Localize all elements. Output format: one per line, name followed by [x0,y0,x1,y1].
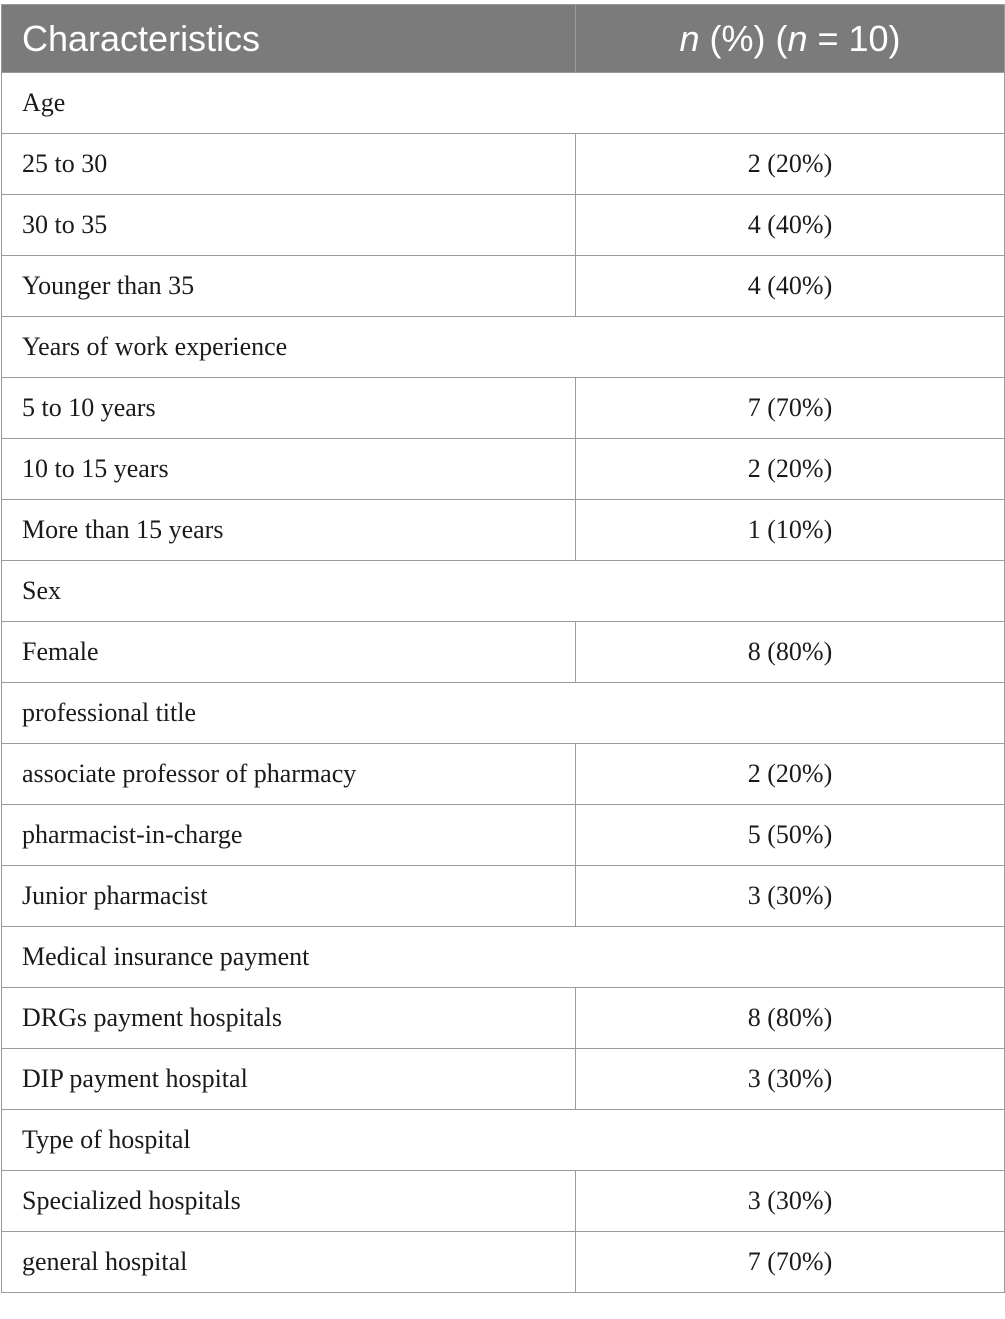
row-value: 7 (70%) [576,378,1005,439]
row-label: Specialized hospitals [2,1171,576,1232]
table-row [2,378,1005,439]
table-row [2,134,1005,195]
row-label: More than 15 years [2,500,576,561]
section-row-age [2,73,1005,134]
table-header [2,5,1005,73]
table-row [2,622,1005,683]
section-title: professional title [2,683,1005,744]
table-row [2,805,1005,866]
row-label: Junior pharmacist [2,866,576,927]
section-row-hospital-type [2,1110,1005,1171]
row-label: associate professor of pharmacy [2,744,576,805]
table-row [2,256,1005,317]
characteristics-table-container [1,4,1004,1293]
section-title: Type of hospital [2,1110,1005,1171]
row-value: 5 (50%) [576,805,1005,866]
header-row [2,5,1005,73]
row-value: 2 (20%) [576,744,1005,805]
row-value: 2 (20%) [576,439,1005,500]
row-label: 5 to 10 years [2,378,576,439]
row-value: 2 (20%) [576,134,1005,195]
table-row [2,866,1005,927]
table-row [2,195,1005,256]
row-label: DIP payment hospital [2,1049,576,1110]
header-n-symbol-2: n [787,17,808,59]
row-label: DRGs payment hospitals [2,988,576,1049]
section-title: Age [2,73,1005,134]
row-value: 8 (80%) [576,622,1005,683]
header-percent-text: (%) ( [699,17,788,59]
header-count-text: = 10) [807,17,901,59]
row-label: 10 to 15 years [2,439,576,500]
section-title: Medical insurance payment [2,927,1005,988]
row-label: 25 to 30 [2,134,576,195]
section-title: Years of work experience [2,317,1005,378]
row-value: 3 (30%) [576,1049,1005,1110]
row-value: 4 (40%) [576,195,1005,256]
row-label: Female [2,622,576,683]
table-body [2,73,1005,1293]
table-row [2,1049,1005,1110]
row-value: 8 (80%) [576,988,1005,1049]
row-value: 3 (30%) [576,1171,1005,1232]
section-row-sex [2,561,1005,622]
row-value: 7 (70%) [576,1232,1005,1293]
header-n-symbol: n [679,17,700,59]
header-characteristics: Characteristics [2,5,576,73]
row-label: general hospital [2,1232,576,1293]
section-row-professional-title [2,683,1005,744]
header-n-percent [576,5,1005,73]
table-row [2,744,1005,805]
section-title: Sex [2,561,1005,622]
section-row-work-experience [2,317,1005,378]
table-row [2,1171,1005,1232]
section-row-insurance-payment [2,927,1005,988]
table-row [2,439,1005,500]
characteristics-table [1,4,1005,1293]
table-row [2,988,1005,1049]
row-label: 30 to 35 [2,195,576,256]
row-label: pharmacist-in-charge [2,805,576,866]
table-row [2,1232,1005,1293]
table-row [2,500,1005,561]
row-value: 1 (10%) [576,500,1005,561]
row-value: 4 (40%) [576,256,1005,317]
row-value: 3 (30%) [576,866,1005,927]
row-label: Younger than 35 [2,256,576,317]
